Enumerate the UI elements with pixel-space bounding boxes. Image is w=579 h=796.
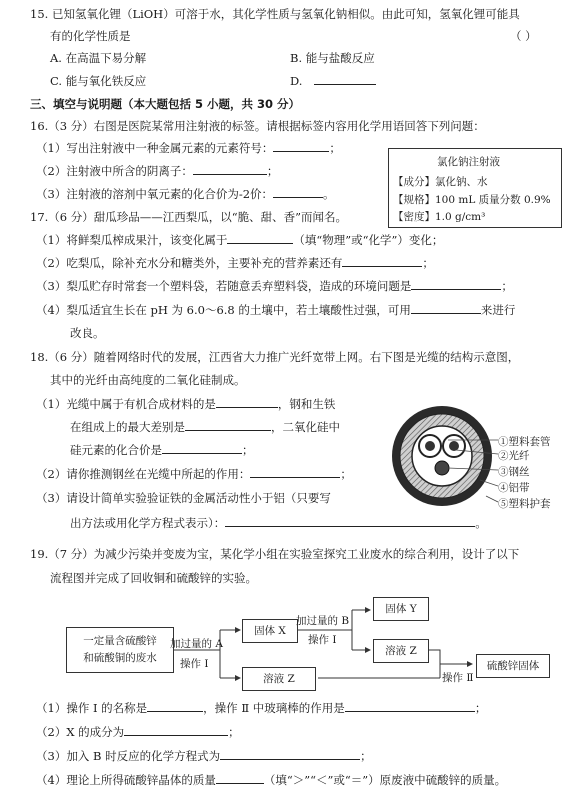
q18-part2-blank[interactable] xyxy=(250,466,340,478)
q19-part3-end: ； xyxy=(360,749,372,763)
q16-part2-text: （2）注射液中所含的阴离子： xyxy=(36,164,193,178)
q19-part2-blank[interactable] xyxy=(124,724,228,736)
q16-part3-end: 。 xyxy=(323,187,335,201)
q18-part1-blank3[interactable] xyxy=(162,442,242,454)
q19-part1-blank2[interactable] xyxy=(345,700,475,712)
q18-part1-text: （1）光缆中属于有机合成材料的是 xyxy=(36,397,216,411)
flow-product-box: 硫酸锌固体 xyxy=(476,654,550,678)
cable-diagram xyxy=(390,398,498,514)
cable-inner-core xyxy=(412,426,472,486)
q15-answer-paren: （ ） xyxy=(510,29,537,43)
q15-option-d[interactable] xyxy=(290,73,376,89)
q15-option-c[interactable]: C. 能与氧化铁反应 xyxy=(50,74,147,88)
q18-part3-text: 出方法或用化学方程式表示）： xyxy=(70,516,226,530)
cable-fiber-2 xyxy=(449,441,459,451)
q18-part1-line3 xyxy=(70,442,254,458)
injection-label xyxy=(388,148,562,228)
q19-part1-text2: ，操作 Ⅱ 中玻璃棒的作用是 xyxy=(203,701,345,715)
q16-part2-blank[interactable] xyxy=(193,163,267,175)
q19-part4-text: （4）理论上所得硫酸锌晶体的质量 xyxy=(36,773,216,787)
q18-part1-blank1[interactable] xyxy=(216,396,278,408)
q19-part4 xyxy=(36,772,506,788)
q18-part2-end: ； xyxy=(340,467,352,481)
cable-steel-wire xyxy=(435,461,449,475)
q16-part1 xyxy=(36,140,341,156)
q18-part1-line2 xyxy=(70,419,340,435)
q17-part4-text: （4）梨瓜适宜生长在 pH 为 6.0～6.8 的土壤中，若土壤酸性过强，可用 xyxy=(36,303,411,317)
q19-part1 xyxy=(36,700,486,716)
q16-part2-end: ； xyxy=(266,164,279,178)
flow-op1-a: 操作 Ⅰ xyxy=(180,658,209,670)
q19-part3-text: （3）加入 B 时反应的化学方程式为 xyxy=(36,749,221,763)
q17-part1-text: （1）将鲜梨瓜榨成果汁，该变化属于 xyxy=(36,233,228,247)
flow-start-line2: 和硫酸铜的废水 xyxy=(83,652,157,664)
section-heading: 三、填空与说明题（本大题包括 5 小题，共 30 分） xyxy=(30,97,301,111)
q19-part2-end: ； xyxy=(228,725,240,739)
q19-part1-text: （1）操作 Ⅰ 的名称是 xyxy=(36,701,148,715)
q15-option-d-label: D. xyxy=(290,74,303,88)
q19-part1-blank1[interactable] xyxy=(147,700,203,712)
q17-part2-end: ； xyxy=(422,256,434,270)
q17-part4 xyxy=(36,302,515,318)
flow-solution-z-2: 溶液 Z xyxy=(373,639,429,663)
q19-part3-blank[interactable] xyxy=(220,748,360,760)
q17-part4-blank[interactable] xyxy=(411,302,481,314)
q18-part3-line1: （3）请设计简单实验验证铁的金属活动性小于铝（只要写 xyxy=(36,491,331,505)
q15-stem-line1: 15. 已知氢氧化锂（LiOH）可溶于水，其化学性质与氢氧化钠相似。由此可知，氢氧化锂可能具 xyxy=(30,7,520,21)
q16-part3-text2: 价： xyxy=(250,187,274,201)
q17-part3-end: ； xyxy=(501,279,513,293)
q17-part4-line2: 改良。 xyxy=(70,326,105,340)
flow-solution-z-1: 溶液 Z xyxy=(242,667,316,691)
q19-part3 xyxy=(36,748,372,764)
flow-add-b: 加过量的 B xyxy=(296,615,350,627)
q17-part1 xyxy=(36,232,443,248)
q16-part2 xyxy=(36,163,278,179)
flow-add-a: 加过量的 A xyxy=(170,638,223,650)
q16-part3 xyxy=(36,186,335,202)
q18-part3-line2 xyxy=(70,515,487,531)
cable-label-3: ③钢丝 xyxy=(498,466,530,478)
q18-part1-end: ； xyxy=(242,443,254,457)
q15-option-b[interactable]: B. 能与盐酸反应 xyxy=(290,51,375,65)
q17-part2 xyxy=(36,255,434,271)
injection-label-density: 【密度】1.0 g/cm³ xyxy=(393,211,486,223)
q17-part1-end: （填“物理”或“化学”）变化； xyxy=(293,233,444,247)
q17-part4-end: 来进行 xyxy=(480,303,516,317)
injection-label-spec: 【规格】100 mL 质量分数 0.9% xyxy=(393,194,551,206)
q15-stem-line2: 有的化学性质是 xyxy=(50,29,131,43)
q18-part2-text: （2）请你推测钢丝在光缆中所起的作用： xyxy=(36,467,251,481)
q18-part1-text2: ，钢和生铁 xyxy=(277,397,336,411)
q16-part1-blank[interactable] xyxy=(273,140,329,152)
q18-part2 xyxy=(36,466,352,482)
flow-start-line1: 一定量含硫酸锌 xyxy=(83,635,157,647)
q17-part2-blank[interactable] xyxy=(342,255,422,267)
q16-part3-valence: -2 xyxy=(238,187,251,201)
q16-part1-end: ； xyxy=(329,141,341,155)
q18-part3-end: 。 xyxy=(475,516,487,530)
cable-label-4: ④铝带 xyxy=(498,482,530,494)
flow-op1-b: 操作 Ⅰ xyxy=(308,634,337,646)
q19-part4-blank[interactable] xyxy=(216,772,264,784)
q18-part1-text3: 在组成上的最大差别是 xyxy=(70,420,185,434)
cable-label-1: ①塑料套管 xyxy=(498,436,551,448)
q17-part3-text: （3）梨瓜贮存时常套一个塑料袋，若随意丢弃塑料袋，造成的环境问题是 xyxy=(36,279,412,293)
cable-fiber-1 xyxy=(425,441,435,451)
q17-part2-text: （2）吃梨瓜，除补充水分和糖类外，主要补充的营养素还有 xyxy=(36,256,343,270)
injection-label-title: 氯化钠注射液 xyxy=(437,156,500,168)
q18-stem-line1: 18.（6 分）随着网络时代的发展，江西省大力推广光纤宽带上网。右下图是光缆的结构示意图， xyxy=(30,350,520,364)
q17-stem: 17.（6 分）甜瓜珍品——江西梨瓜，以“脆、甜、香”而闻名。 xyxy=(30,210,348,224)
q18-part3-blank[interactable] xyxy=(225,515,475,527)
q17-part1-blank[interactable] xyxy=(227,232,293,244)
cable-label-5: ⑤塑料护套 xyxy=(498,498,551,510)
q16-part3-blank[interactable] xyxy=(273,186,323,198)
q18-part1-blank2[interactable] xyxy=(185,419,271,431)
q19-part2-text: （2）X 的成分为 xyxy=(36,725,125,739)
q15-option-d-blank[interactable] xyxy=(314,73,376,85)
q18-part1-text5: 硅元素的化合价是 xyxy=(70,443,162,457)
q19-part4-end: （填“＞”“＜”或“＝”）原废液中硫酸锌的质量。 xyxy=(263,773,507,787)
q18-part1-line1 xyxy=(36,396,335,412)
q19-stem-line2: 流程图并完成了回收铜和硫酸锌的实验。 xyxy=(50,571,257,585)
flow-solid-x: 固体 X xyxy=(242,619,298,643)
flow-start-box xyxy=(66,627,174,673)
q15-option-a[interactable]: A. 在高温下易分解 xyxy=(50,51,147,65)
q17-part3-blank[interactable] xyxy=(411,278,501,290)
q19-part2 xyxy=(36,724,240,740)
q18-stem-line2: 其中的光纤由高纯度的二氧化硅制成。 xyxy=(50,373,246,387)
q19-stem-line1: 19.（7 分）为减少污染并变废为宝，某化学小组在实验室探究工业废水的综合利用，设计了以下 xyxy=(30,547,520,561)
cable-label-2: ②光纤 xyxy=(498,450,530,462)
injection-label-ingredients: 【成分】氯化钠、水 xyxy=(393,176,488,188)
q19-part1-end: ； xyxy=(474,701,487,715)
flow-solid-y: 固体 Y xyxy=(373,597,429,621)
flow-op2: 操作 Ⅱ xyxy=(442,672,474,684)
q16-stem: 16.（3 分）右图是医院某常用注射液的标签。请根据标签内容用化学用语回答下列问题： xyxy=(30,119,485,133)
q18-part1-text4: ，二氧化硅中 xyxy=(271,420,340,434)
q16-part1-text: （1）写出注射液中一种金属元素的元素符号： xyxy=(36,141,274,155)
q17-part3 xyxy=(36,278,513,294)
q16-part3-text: （3）注射液的溶剂中氧元素的化合价为 xyxy=(36,187,239,201)
